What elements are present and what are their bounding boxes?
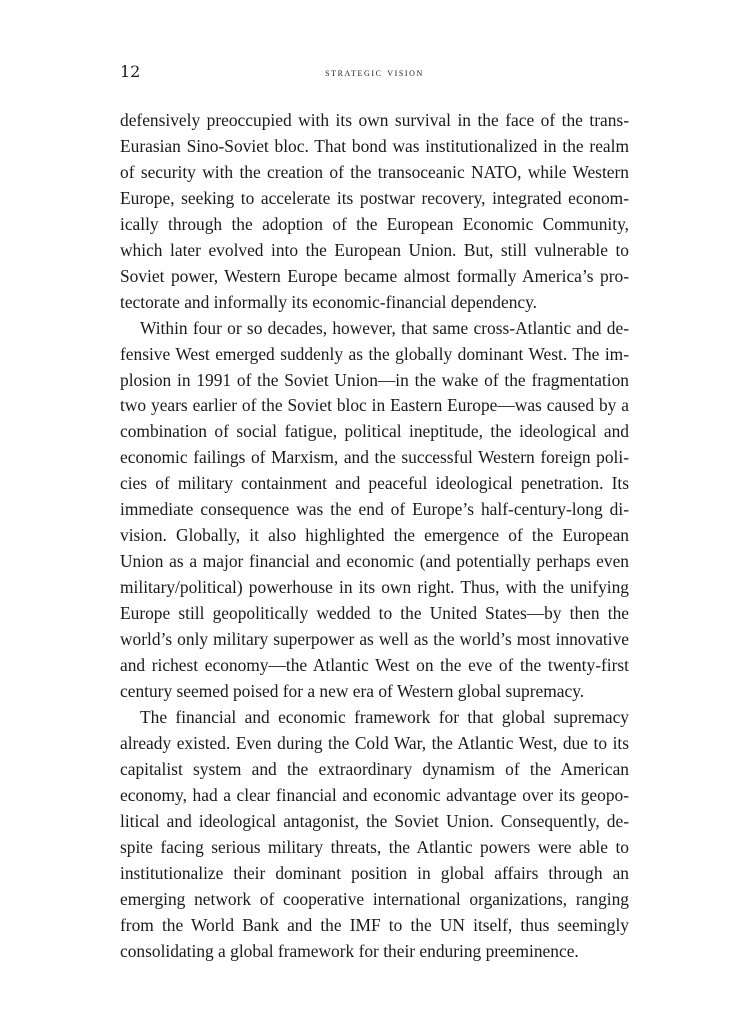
paragraph: The financial and economic framework for that global supremacy already existed. Even during the Cold War, the Atlantic West, due to its capitalist system and the extraordinary dynamism of the American economy, had a clear financial and economic advantage over its geopo-litical and ideological antagonist, the Soviet Union. Consequently, de-spite facing serious military threats, the Atlantic powers were able to institutionalize their dominant position in global affairs through an emerging network of cooperative international organizations, ranging from the World Bank and the IMF to the UN itself, thus seemingly consolidating a global framework for their enduring preeminence.	[120, 706, 629, 961]
page-number: 12	[120, 62, 141, 81]
body-text	[120, 108, 629, 964]
running-title: strategic vision	[325, 65, 424, 79]
paragraph-continued: defensively preoccupied with its own survival in the face of the trans-Eurasian Sino-Soviet bloc. That bond was institutionalized in the realm of security with the creation of the transoceanic NATO, while Western Europe, seeking to accelerate its postwar recovery, integrated econom-ically through the adoption of the European Economic Community, which later evolved into the European Union. But, still vulnerable to Soviet power, Western Europe became almost formally America’s pro-tectorate and informally its economic-financial dependency.	[120, 110, 629, 312]
book-page	[120, 60, 629, 964]
paragraph: Within four or so decades, however, that same cross-Atlantic and de-fensive West emerged suddenly as the globally dominant West. The im-plosion in 1991 of the Soviet Union—in the wake of the fragmentation two years earlier of the Soviet bloc in Eastern Europe—was caused by a combination of social fatigue, political ineptitude, the ideological and economic failings of Marxism, and the successful Western foreign poli-cies of military containment and peaceful ideological penetration. Its immediate consequence was the end of Europe’s half-century-long di-vision. Globally, it also highlighted the emergence of the European Union as a major financial and economic (and potentially perhaps even military/political) powerhouse in its own right. Thus, with the unifying Europe still geopolitically wedded to the United States—by then the world’s only military superpower as well as the world’s most innovative and richest economy—the Atlantic West on the eve of the twenty-first century seemed poised for a new era of Western global supremacy.	[120, 317, 629, 701]
running-head	[120, 60, 629, 86]
